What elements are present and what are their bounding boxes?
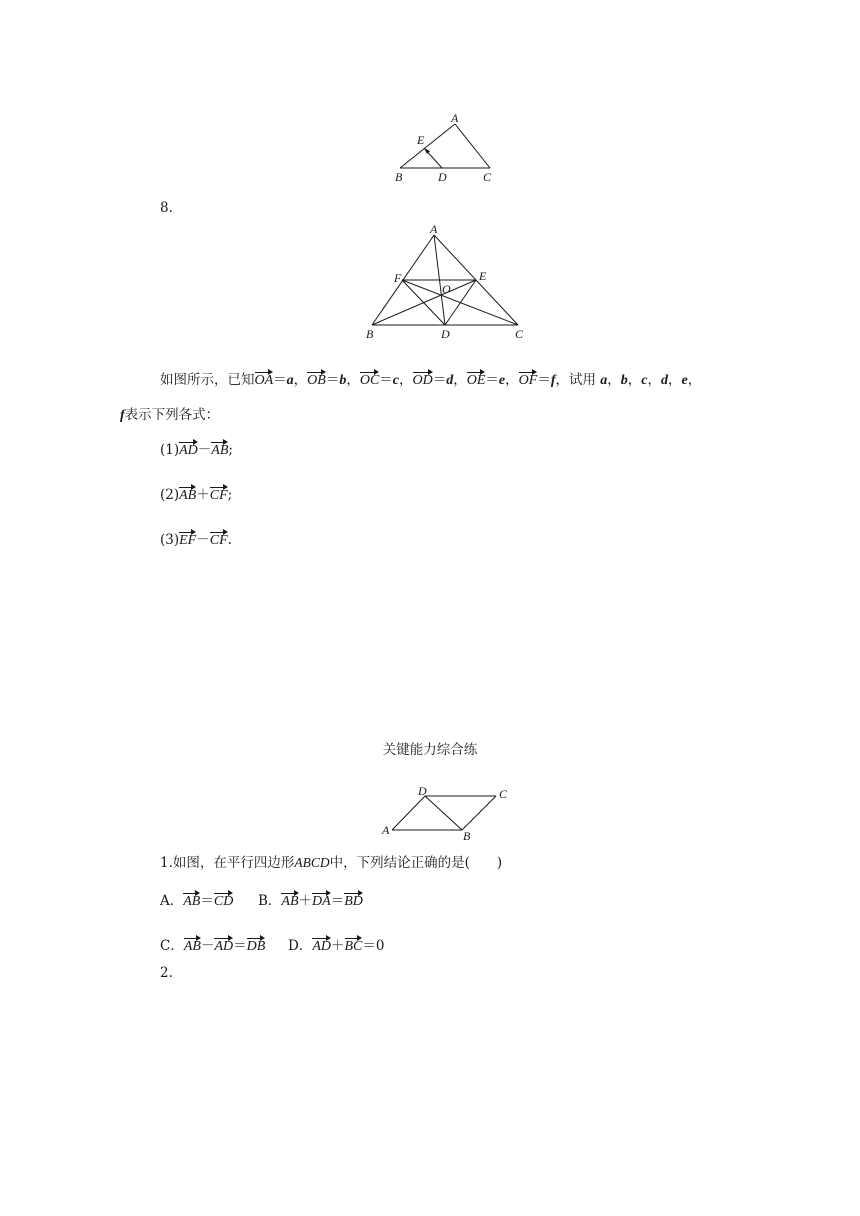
label-o: O — [442, 282, 451, 296]
label-e: E — [479, 269, 487, 283]
option-a: A．AB＝CD — [160, 893, 234, 909]
label-d: D — [418, 784, 427, 798]
option-c: C．AB－AD＝DB — [160, 938, 266, 954]
label-b: B — [463, 829, 471, 843]
question-8-stem: 如图所示，已知OA＝a，OB＝b，OC＝c，OD＝d，OE＝e，OF＝f，试用 a，b，c，d，e， — [160, 372, 702, 388]
figure-triangle-abc — [380, 110, 510, 186]
label-e: E — [417, 133, 425, 147]
label-c: C — [499, 787, 508, 801]
section-title: 关键能力综合练 — [382, 742, 478, 758]
question-8-item-3: (3)EF－CF. — [160, 532, 232, 548]
label-d: D — [438, 170, 447, 184]
figure-parallelogram — [378, 782, 518, 844]
label-b: B — [395, 170, 403, 184]
option-b: B．AB＋DA＝BD — [258, 893, 363, 909]
label-d: D — [441, 327, 450, 341]
question-8-stem-line2: f表示下列各式： — [120, 407, 220, 423]
question-2-number: 2. — [160, 965, 173, 981]
question-8-item-2: (2)AB＋CF; — [160, 487, 233, 503]
label-c: C — [515, 327, 524, 341]
label-a: A — [382, 823, 390, 837]
option-d: D．AD＋BC＝0 — [288, 938, 385, 954]
label-b: B — [366, 327, 374, 341]
label-a: A — [430, 222, 438, 236]
label-c: C — [483, 170, 492, 184]
question-8-number: 8. — [160, 200, 173, 216]
question-1-stem: 1.如图，在平行四边形ABCD中，下列结论正确的是( ) — [160, 855, 503, 871]
figure-triangle-def — [360, 222, 530, 346]
label-f: F — [394, 271, 402, 285]
question-8-item-1: (1)AD－AB; — [160, 442, 233, 458]
label-a: A — [451, 111, 459, 125]
